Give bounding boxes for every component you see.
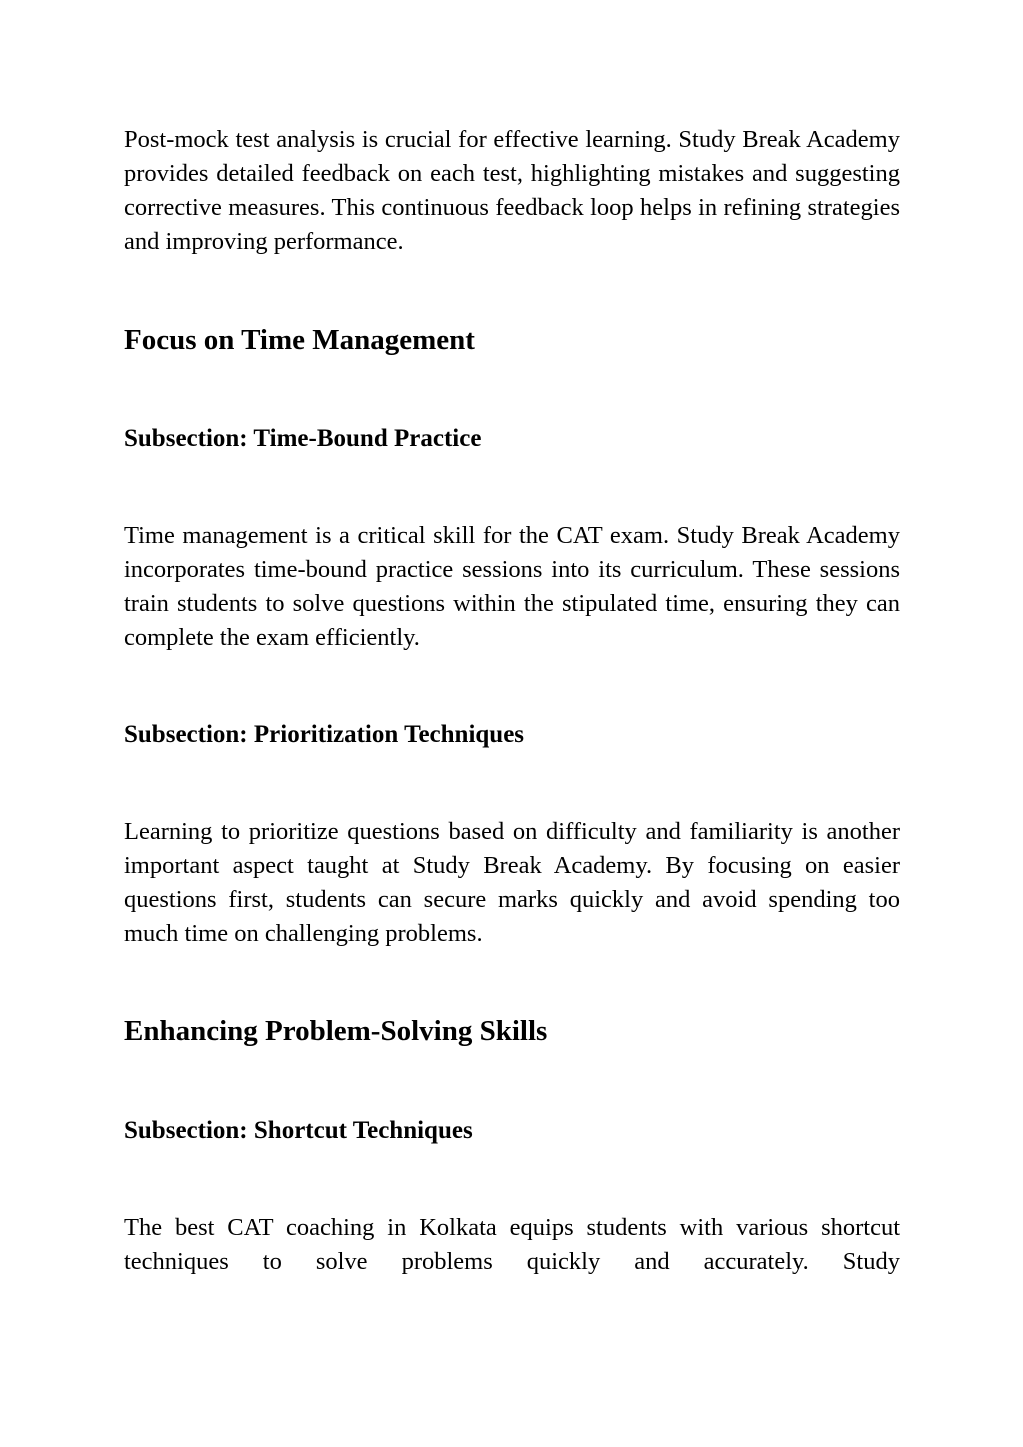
time-bound-paragraph-block: [124, 519, 900, 655]
time-bound-paragraph: Time management is a critical skill for the CAT exam. Study Break Academy incorporates time-bound practice sessions into its curriculum. These sessions train students to solve questions within the stipulated time, ensuring they can complete the exam efficiently.: [124, 522, 900, 651]
shortcut-paragraph-block: [124, 1211, 900, 1279]
subsection-heading-time-bound: Subsection: Time-Bound Practice: [124, 425, 482, 452]
prioritization-paragraph-block: [124, 815, 900, 951]
time-bound-subheading-block: [124, 422, 900, 456]
prioritization-paragraph: Learning to prioritize questions based on difficulty and familiarity is another important aspect taught at Study Break Academy. By focusing on easier questions first, students can secure marks quickly and avoid spending too much time on challenging problems.: [124, 818, 900, 947]
feedback-paragraph: Post-mock test analysis is crucial for effective learning. Study Break Academy provides detailed feedback on each test, highlighting mistakes and suggesting corrective measures. This continuous feedback loop helps in refining strategies and improving performance.: [124, 126, 900, 255]
subsection-heading-shortcut: Subsection: Shortcut Techniques: [124, 1117, 473, 1144]
subsection-heading-prioritization: Subsection: Prioritization Techniques: [124, 721, 525, 748]
problem-solving-heading-block: [124, 1013, 900, 1049]
prioritization-subheading-block: [124, 718, 900, 752]
shortcut-subheading-block: [124, 1114, 900, 1148]
section-heading-problem-solving: Enhancing Problem-Solving Skills: [124, 1015, 548, 1047]
feedback-paragraph-block: [124, 123, 900, 259]
time-management-heading-block: [124, 322, 900, 358]
shortcut-paragraph: The best CAT coaching in Kolkata equips students with various shortcut techniques to solve problems quickly and accurately. Study: [124, 1214, 900, 1275]
section-heading-time-management: Focus on Time Management: [124, 324, 475, 356]
